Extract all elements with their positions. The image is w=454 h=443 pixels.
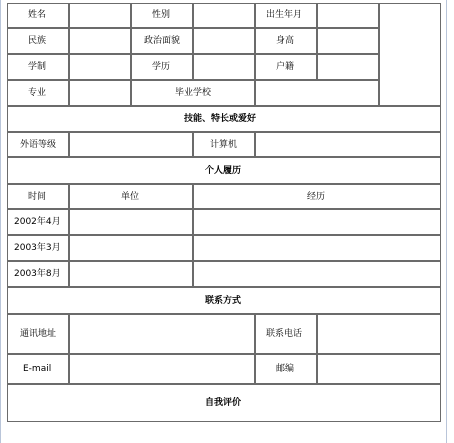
height-value-cell[interactable] (317, 28, 379, 54)
history-row-date: 2002年4月 (14, 217, 61, 227)
history-row-2-experience[interactable] (193, 235, 441, 261)
unit-col-header (69, 184, 193, 209)
history-row-2-time (7, 235, 69, 261)
politics-label-cell (131, 28, 193, 54)
name-label-cell (7, 3, 69, 28)
skills-heading: 技能、特长或爱好 (184, 114, 257, 124)
gender-label: 性别 (152, 10, 171, 20)
education-label: 学历 (152, 62, 171, 72)
address-label-cell (7, 314, 69, 354)
experience-col-header (193, 184, 441, 209)
computer-label-cell (193, 132, 255, 157)
time-col-header (7, 184, 69, 209)
name-value-cell[interactable] (69, 3, 131, 28)
history-row-3-unit[interactable] (69, 261, 193, 287)
email-label-cell (7, 354, 69, 384)
postcode-label: 邮编 (276, 364, 295, 374)
computer-label: 计算机 (210, 140, 238, 150)
phone-label: 联系电话 (266, 329, 303, 339)
name-label: 姓名 (28, 10, 47, 20)
history-heading-cell (7, 157, 441, 184)
history-row-2-unit[interactable] (69, 235, 193, 261)
birth-label: 出生年月 (266, 10, 303, 20)
hukou-value-cell[interactable] (317, 54, 379, 80)
major-label: 专业 (28, 88, 47, 98)
major-value-cell[interactable] (69, 80, 131, 106)
phone-label-cell (255, 314, 317, 354)
hukou-label: 户籍 (276, 62, 295, 72)
history-heading: 个人履历 (205, 166, 242, 176)
schooling-label-cell (7, 54, 69, 80)
ethnicity-label: 民族 (28, 36, 47, 46)
history-row-1-experience[interactable] (193, 209, 441, 235)
education-label-cell (131, 54, 193, 80)
email-value-cell[interactable] (69, 354, 255, 384)
gender-label-cell (131, 3, 193, 28)
ethnicity-value-cell[interactable] (69, 28, 131, 54)
history-row-1-unit[interactable] (69, 209, 193, 235)
computer-value-cell[interactable] (255, 132, 441, 157)
email-label: E-mail (23, 364, 52, 374)
education-value-cell[interactable] (193, 54, 255, 80)
experience-col-label: 经历 (307, 192, 326, 202)
skills-heading-cell (7, 106, 441, 132)
history-row-3-time (7, 261, 69, 287)
self-eval-heading-cell (7, 384, 441, 422)
history-row-date: 2003年3月 (14, 243, 61, 253)
self-eval-heading: 自我评价 (205, 398, 242, 408)
schooling-label: 学制 (28, 62, 47, 72)
photo-cell (379, 3, 441, 106)
unit-col-label: 单位 (121, 192, 140, 202)
schooling-value-cell[interactable] (69, 54, 131, 80)
ethnicity-label-cell (7, 28, 69, 54)
history-row-3-experience[interactable] (193, 261, 441, 287)
address-label: 通讯地址 (20, 329, 57, 339)
contact-heading-cell (7, 287, 441, 314)
gender-value-cell[interactable] (193, 3, 255, 28)
height-label: 身高 (276, 36, 295, 46)
postcode-value-cell[interactable] (317, 354, 441, 384)
birth-value-cell[interactable] (317, 3, 379, 28)
hukou-label-cell (255, 54, 317, 80)
time-col-label: 时间 (28, 192, 47, 202)
school-label: 毕业学校 (175, 88, 212, 98)
politics-value-cell[interactable] (193, 28, 255, 54)
height-label-cell (255, 28, 317, 54)
history-row-date: 2003年8月 (14, 269, 61, 279)
language-label: 外语等级 (20, 140, 57, 150)
school-label-cell (131, 80, 255, 106)
postcode-label-cell (255, 354, 317, 384)
school-value-cell[interactable] (255, 80, 379, 106)
language-value-cell[interactable] (69, 132, 193, 157)
language-label-cell (7, 132, 69, 157)
phone-value-cell[interactable] (317, 314, 441, 354)
history-row-1-time (7, 209, 69, 235)
address-value-cell[interactable] (69, 314, 255, 354)
contact-heading: 联系方式 (205, 296, 242, 306)
birth-label-cell (255, 3, 317, 28)
politics-label: 政治面貌 (144, 36, 181, 46)
major-label-cell (7, 80, 69, 106)
